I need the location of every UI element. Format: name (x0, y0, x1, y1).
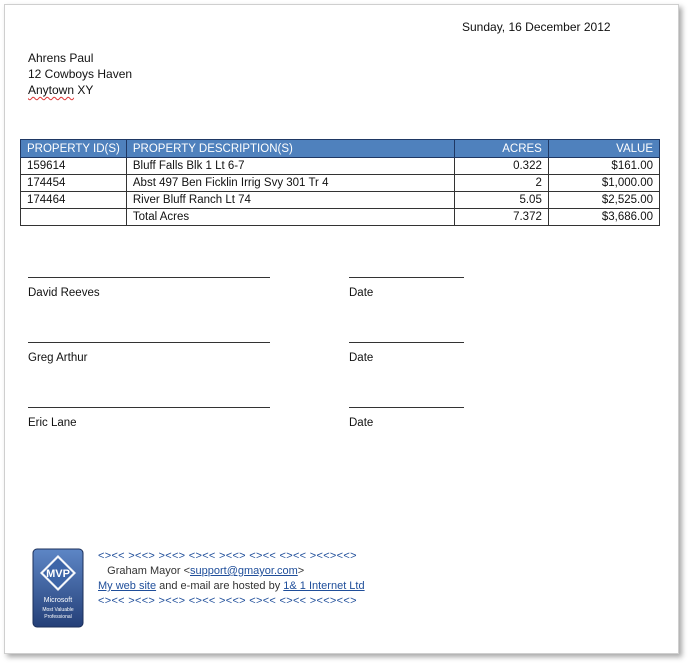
cell-value: $1,000.00 (548, 175, 659, 192)
property-table (20, 139, 660, 226)
cell-description: Abst 497 Ben Ficklin Irrig Svy 301 Tr 4 (126, 175, 454, 192)
date-line (349, 407, 464, 408)
website-link[interactable]: My web site (98, 580, 157, 592)
address-line-street: 12 Cowboys Haven (28, 67, 133, 81)
signature-line (28, 407, 270, 408)
recipient-address (28, 50, 132, 98)
signature-name: Eric Lane (28, 417, 77, 429)
date-label: Date (349, 352, 374, 364)
decorative-divider-bottom: <><< ><<> ><<> <><< ><<> <><< <><< ><<><<> (98, 595, 357, 607)
footer-hosting-line (98, 579, 365, 594)
cell-description: River Bluff Ranch Lt 74 (126, 192, 454, 209)
table-total-row (21, 209, 660, 226)
table-row (21, 175, 660, 192)
total-value: $3,686.00 (548, 209, 659, 226)
signature-block-2 (28, 342, 270, 364)
signature-block-1 (28, 277, 270, 299)
cell-empty (21, 209, 127, 226)
mvp-line-2: Most Valuable (42, 607, 74, 613)
decorative-divider-top: <><< ><<> ><<> <><< ><<> <><< <><< ><<><<> (98, 550, 357, 562)
date-line (349, 342, 464, 343)
cell-value: $161.00 (548, 158, 659, 175)
mvp-badge-text: MVP (46, 568, 70, 580)
signature-block-3 (28, 407, 270, 429)
document-page (4, 4, 679, 654)
address-line-name: Ahrens Paul (28, 51, 94, 65)
author-name: Graham Mayor (107, 565, 181, 577)
signature-name: David Reeves (28, 287, 100, 299)
header-property-id: PROPERTY ID(S) (21, 140, 127, 158)
address-line-city: Anytown XY (28, 83, 94, 97)
signature-line (28, 277, 270, 278)
mvp-line-3: Professional (44, 614, 72, 620)
cell-property-id: 174454 (21, 175, 127, 192)
header-value: VALUE (548, 140, 659, 158)
cell-value: $2,525.00 (548, 192, 659, 209)
date-block-3 (349, 407, 464, 429)
host-link[interactable]: 1& 1 Internet Ltd (283, 580, 365, 592)
signature-line (28, 342, 270, 343)
email-link[interactable]: support@gmayor.com (190, 565, 298, 577)
footer-signature (98, 549, 365, 609)
footer-author-line: Graham Mayor <support@gmayor.com> (107, 565, 305, 577)
cell-acres: 5.05 (454, 192, 548, 209)
date-label: Date (349, 287, 374, 299)
mvp-logo (32, 548, 84, 628)
hosted-text: and e-mail are hosted by (156, 580, 284, 592)
total-acres: 7.372 (454, 209, 548, 226)
date-line (349, 277, 464, 278)
header-property-description: PROPERTY DESCRIPTION(S) (126, 140, 454, 158)
date-block-2 (349, 342, 464, 364)
table-row (21, 158, 660, 175)
signature-name: Greg Arthur (28, 352, 88, 364)
mvp-line-1: Microsoft (43, 597, 73, 604)
date-label: Date (349, 417, 374, 429)
table-row (21, 192, 660, 209)
letter-date: Sunday, 16 December 2012 (462, 20, 611, 34)
header-acres: ACRES (454, 140, 548, 158)
cell-acres: 2 (454, 175, 548, 192)
total-label: Total Acres (126, 209, 454, 226)
cell-acres: 0.322 (454, 158, 548, 175)
date-block-1 (349, 277, 464, 299)
table-header-row (21, 140, 660, 158)
cell-property-id: 174464 (21, 192, 127, 209)
cell-description: Bluff Falls Blk 1 Lt 6-7 (126, 158, 454, 175)
cell-property-id: 159614 (21, 158, 127, 175)
